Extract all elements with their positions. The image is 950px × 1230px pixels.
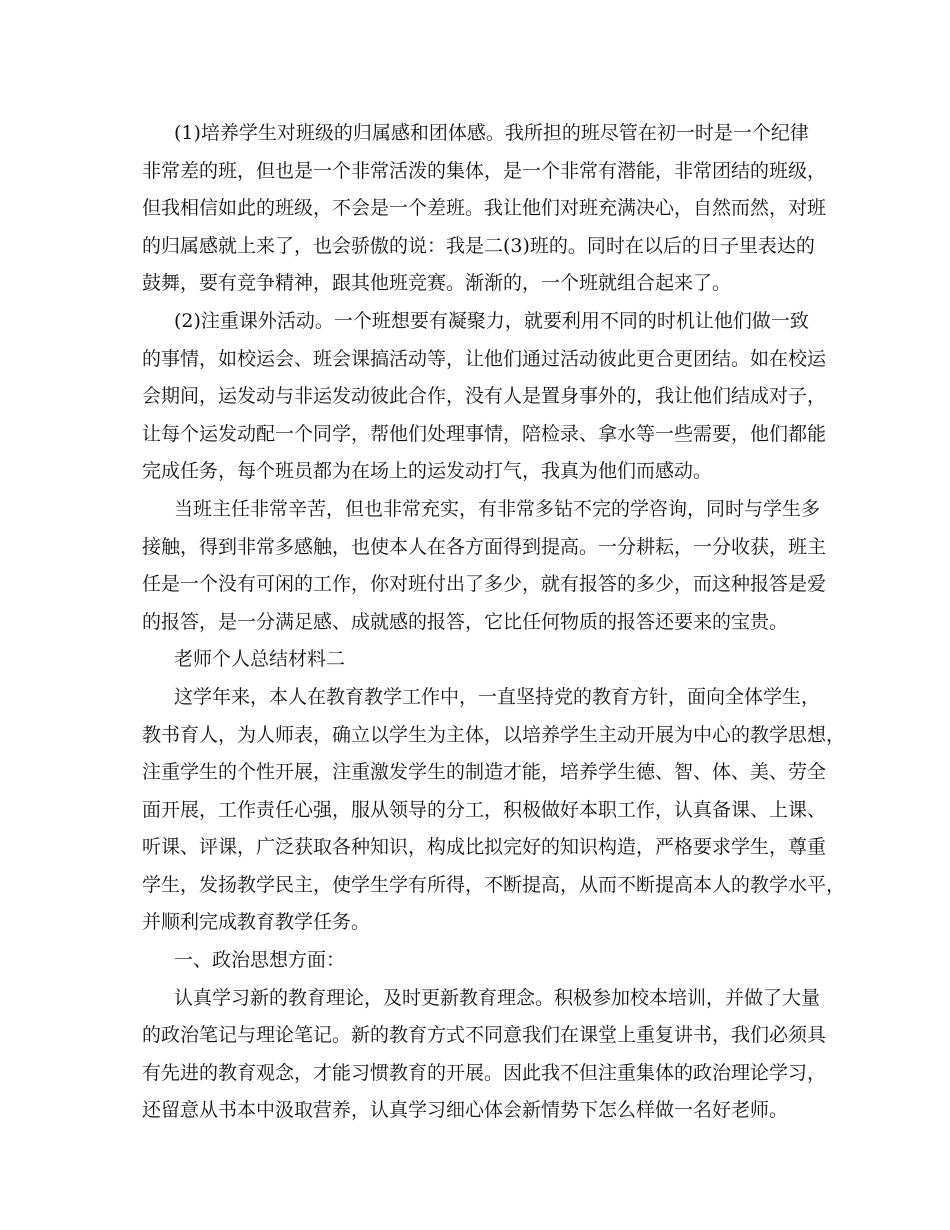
text-line: 任是一个没有可闲的工作，你对班付出了多少，就有报答的多少，而这种报答是爱	[142, 573, 827, 596]
text-line: (1)培养学生对班级的归属感和团体感。我所担的班尽管在初一时是一个纪律	[174, 122, 809, 144]
paragraph-extracurricular	[142, 303, 827, 491]
text-line: 的事情，如校运会、班会课搞活动等，让他们通过活动彼此更合更团结。如在校运	[142, 347, 827, 370]
text-line: 但我相信如此的班级，不会是一个差班。我让他们对班充满决心，自然而然，对班	[142, 197, 827, 220]
text-line: 的报答，是一分满足感、成就感的报答，它比任何物质的报答还要来的宝贵。	[142, 610, 789, 633]
text-line: 面开展，工作责任心强，服从领导的分工，积极做好本职工作，认真备课、上课、	[142, 798, 827, 821]
text-line: 注重学生的个性开展，注重激发学生的制造才能，培养学生德、智、体、美、劳全	[142, 761, 827, 784]
paragraph-school-year	[142, 679, 846, 942]
text-line: 当班主任非常辛苦，但也非常充实，有非常多钻不完的学咨询，同时与学生多	[174, 497, 821, 520]
section-heading-political-thought	[142, 942, 822, 980]
text-line: (2)注重课外活动。一个班想要有凝聚力，就要利用不同的时机让他们做一致	[174, 309, 809, 332]
text-line: 的归属感就上来了，也会骄傲的说：我是二(3)班的。同时在以后的日子里表达的	[142, 234, 815, 257]
section-heading-material-two	[142, 641, 822, 679]
text-line: 会期间，运发动与非运发动彼此合作，没有人是置身事外的，我让他们结成对子，	[142, 385, 827, 408]
text-line: 教书育人，为人师表，确立以学生为主体，以培养学生主动开展为中心的教学思想，	[142, 723, 846, 746]
document-body	[142, 115, 846, 1130]
text-line: 完成任务，每个班员都为在场上的运发动打气，我真为他们而感动。	[142, 460, 713, 483]
text-line: 一、政治思想方面：	[174, 949, 346, 972]
text-line: 听课、评课，广泛获取各种知识，构成比拟完好的知识构造，严格要求学生，尊重	[142, 836, 827, 859]
text-line: 学生，发扬教学民主，使学生学有所得，不断提高，从而不断提高本人的教学水平，	[142, 873, 846, 896]
text-line: 有先进的教育观念，才能习惯教育的开展。因此我不但注重集体的政治理论学习，	[142, 1061, 827, 1084]
text-line: 鼓舞，要有竞争精神，跟其他班竞赛。渐渐的，一个班就组合起来了。	[142, 272, 732, 295]
text-line: 的政治笔记与理论笔记。新的教育方式不同意我们在课堂上重复讲书，我们必须具	[142, 1024, 827, 1047]
paragraph-theory-study	[142, 980, 827, 1130]
text-line: 还留意从书本中汲取营养，认真学习细心体会新情势下怎么样做一名好老师。	[142, 1099, 789, 1122]
paragraph-class-belonging	[142, 115, 827, 303]
text-line: 这学年来，本人在教育教学工作中，一直坚持党的教育方针，面向全体学生，	[174, 685, 821, 708]
text-line: 老师个人总结材料二	[174, 648, 346, 671]
text-line: 认真学习新的教育理论，及时更新教育理念。积极参加校本培训，并做了大量	[174, 986, 821, 1009]
text-line: 接触，得到非常多感触，也使本人在各方面得到提高。一分耕耘，一分收获，班主	[142, 535, 827, 558]
paragraph-head-teacher	[142, 491, 827, 641]
text-line: 并顺利完成教育教学任务。	[142, 911, 371, 934]
text-line: 非常差的班，但也是一个非常活泼的集体，是一个非常有潜能，非常团结的班级，	[142, 159, 827, 182]
text-line: 让每个运发动配一个同学，帮他们处理事情，陪检录、拿水等一些需要，他们都能	[142, 422, 827, 445]
